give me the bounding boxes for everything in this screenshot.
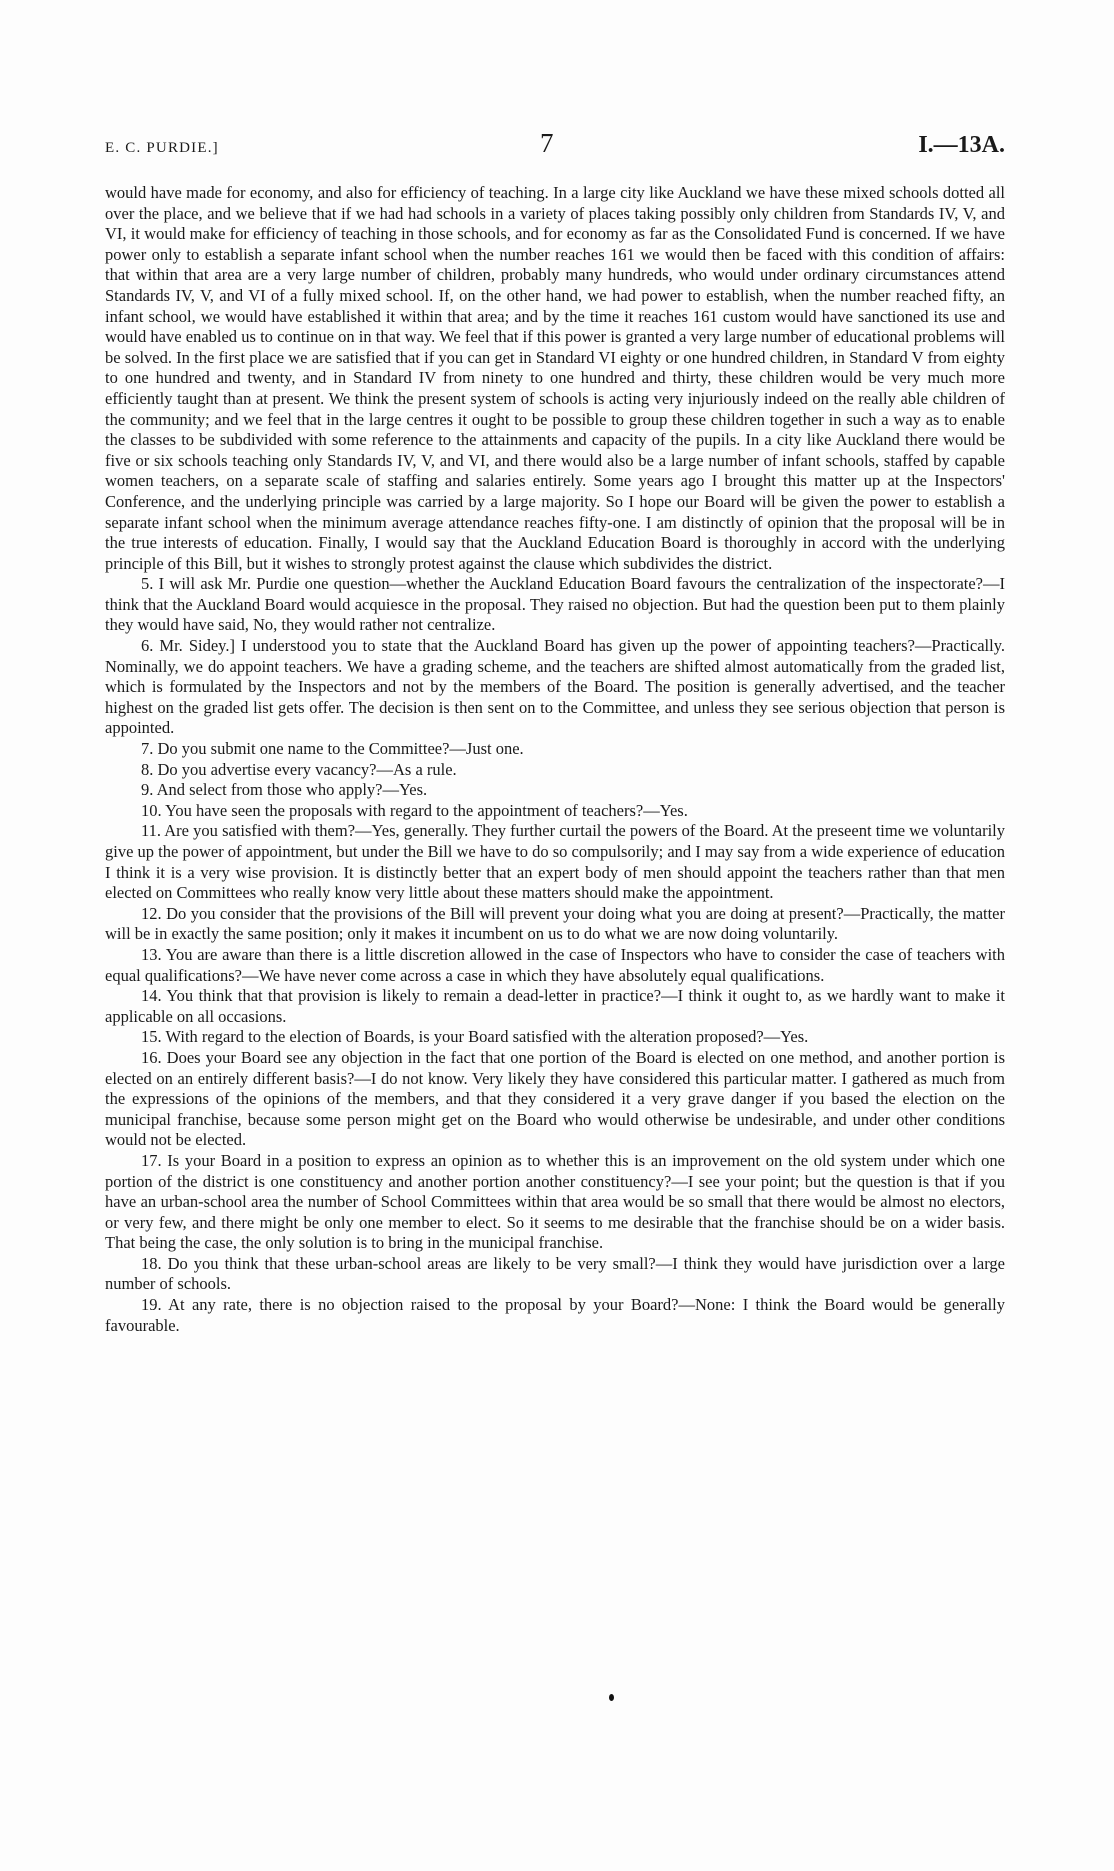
header-document-reference: I.—13A. bbox=[918, 132, 1005, 158]
header-witness-name: E. C. PURDIE.] bbox=[105, 140, 219, 156]
question-15: 15. With regard to the election of Boards, is your Board satisfied with the alteration proposed?—Yes. bbox=[141, 1027, 809, 1047]
question-5: 5. I will ask Mr. Purdie one question—whether the Auckland Education Board favours the centralization of the inspectorate?—I think that the Auckland Board would acquiesce in the proposal. They raised no objection. But had the question been put to them plainly they would have said, No, they would rather not centralize. bbox=[105, 574, 1005, 635]
page-header bbox=[105, 128, 1005, 166]
question-13: 13. You are aware than there is a little discretion allowed in the case of Inspectors who have to consider the case of teachers with equal qualifications?—We have never come across a case in which they have absolutely equal qualifications. bbox=[105, 944, 1005, 985]
question-17: 17. Is your Board in a position to express an opinion as to whether this is an improvement on the old system under which one portion of the district is one constituency and another portion another constituency?—I see your point; but the question is that if you have an urban-school area the number of School Committees within that area would be so small that there would be almost no electors, or very few, and there might be only one member to elect. So it seems to me desirable that the franchise should be on a wider basis. That being the case, the only solution is to bring in the municipal franchise. bbox=[105, 1150, 1005, 1253]
question-9: 9. And select from those who apply?—Yes. bbox=[141, 780, 428, 800]
question-6: 6. Mr. Sidey.] I understood you to state that the Auckland Board has given up the power of appointing teachers?—Practically. Nominally, we do appoint teachers. We have a grading scheme, and the teachers are shifted almost automatically from the graded list, which is formulated by the Inspectors and not by the members of the Board. The position is generally advertised, and the teacher highest on the graded list gets offer. The decision is then sent on to the Committee, and unless they see serious objection that person is appointed. bbox=[105, 636, 1005, 738]
question-12: 12. Do you consider that the provisions of the Bill will prevent your doing what you are doing at present?—Practically, the matter will be in exactly the same position; only it makes it incumbent on us to do what we are now doing voluntarily. bbox=[105, 903, 1005, 944]
question-18: 18. Do you think that these urban-school areas are likely to be very small?—I think they would have jurisdiction over a large number of schools. bbox=[105, 1253, 1005, 1294]
ink-speck bbox=[609, 1694, 614, 1701]
paragraph-continuation: would have made for economy, and also for efficiency of teaching. In a large city like Auckland we have these mixed schools dotted all over the place, and we believe that if we had had schools in a variety of places taking possibly only children from Standards IV, V, and VI, it would make for efficiency of teaching in those schools, and for economy as far as the Consolidated Fund is concerned. If we have power only to establish a separate infant school when the number reaches 161 we would then be faced with this condition of affairs: that within that area are a very large number of children, probably many hundreds, who would under ordinary circumstances attend Standards IV, V, and VI of a fully mixed school. If, on the other hand, we had power to establish, when the number reached fifty, an infant school, we would have established it within that area; and by the time it reaches 161 custom would have sanctioned its use and would have enabled us to continue on in that way. We feel that if this power is granted a very large number of educational problems will be solved. In the first place we are satisfied that if you can get in Standard VI eighty or one hundred children, in Standard V from eighty to one hundred and twenty, and in Standard IV from ninety to one hundred and thirty, these children would be very much more efficiently taught than at present. We think the present system of schools is acting very injuriously indeed on the really able children of the community; and we feel that in the large centres it ought to be possible to group these children together in such a way as to enable the classes to be subdivided with some reference to the attainments and capacity of the pupils. In a city like Auckland there would be five or six schools teaching only Standards IV, V, and VI, and there would also be a large number of infant schools, staffed by capable women teachers, on a separate scale of staffing and salaries entirely. Some years ago I brought this matter up at the Inspectors' Conference, and the underlying principle was carried by a large majority. So I hope our Board will be given the power to establish a separate infant school when the minimum average attendance reaches fifty-one. I am distinctly of opinion that the proposal will be in the true interests of education. Finally, I would say that the Auckland Education Board is thoroughly in accord with the underlying principle of this Bill, but it wishes to strongly protest against the clause which subdivides the district. bbox=[105, 183, 1005, 573]
question-19: 19. At any rate, there is no objection raised to the proposal by your Board?—None: I think the Board would be generally favourable. bbox=[105, 1295, 1005, 1335]
question-7: 7. Do you submit one name to the Committee?—Just one. bbox=[141, 739, 524, 759]
question-8: 8. Do you advertise every vacancy?—As a rule. bbox=[141, 759, 457, 779]
question-11: 11. Are you satisfied with them?—Yes, generally. They further curtail the powers of the Board. At the preseent time we voluntarily give up the power of appointment, but under the Bill we have to do so compulsorily; and I may say from a wide experience of education I think it is a very wise provision. It is distinctly better that an expert body of men should appoint the teachers rather than that men elected on Committees who really know very little about these matters should make the appointment. bbox=[105, 821, 1005, 903]
question-14: 14. You think that that provision is likely to remain a dead-letter in practice?—I think it ought to, as we hardly want to make it applicable on all occasions. bbox=[105, 986, 1005, 1026]
document-body bbox=[105, 183, 1005, 1336]
question-10: 10. You have seen the proposals with regard to the appointment of teachers?—Yes. bbox=[141, 800, 688, 820]
question-16: 16. Does your Board see any objection in the fact that one portion of the Board is elected on one method, and another portion is elected on an entirely different basis?—I do not know. Very likely they have considered this particular matter. I gathered as much from the expressions of the opinions of the members, and that they considered it a very grave danger if you based the election on the municipal franchise, because some person might get on the Board who would otherwise be undesirable, and under other conditions would not be elected. bbox=[105, 1047, 1005, 1150]
page-number: 7 bbox=[540, 128, 554, 158]
